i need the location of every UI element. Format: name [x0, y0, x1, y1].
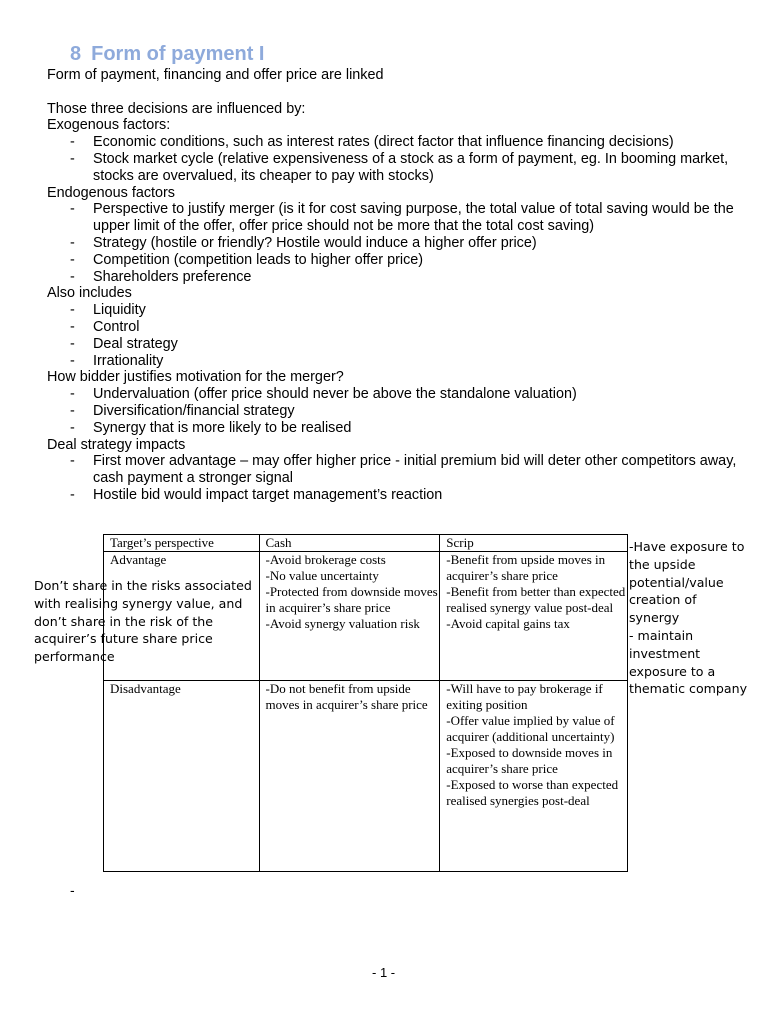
row-label: Advantage: [104, 552, 260, 681]
note-line: potential/value: [629, 574, 724, 590]
note-line: synergy: [629, 610, 680, 626]
note-line: with realising synergy value, and: [34, 595, 243, 611]
table-cell: [440, 552, 628, 681]
motivation-heading: How bidder justifies motivation for the merger?: [47, 369, 344, 386]
cell-line: -Exposed to downside moves in acquirer’s share price: [446, 745, 613, 776]
list-item: - Undervaluation (offer price should never be above the standalone valuation): [47, 386, 737, 403]
list-item: - Hostile bid would impact target management’s reaction: [47, 487, 737, 504]
cell-line: -Exposed to worse than expected realised synergies post-deal: [446, 777, 619, 808]
cell-line: -Benefit from better than expected realised synergy value post-deal: [446, 584, 626, 615]
note-line: Don’t share in the risks associated: [34, 578, 252, 593]
endogenous-heading: Endogenous factors: [47, 184, 176, 201]
cell-line: -Avoid synergy valuation risk: [265, 616, 420, 631]
cell-line: -Avoid brokerage costs: [265, 552, 386, 567]
section-title: Form of payment I: [91, 43, 265, 65]
list-item: - Stock market cycle (relative expensiveness of a stock as a form of payment, eg. In booming market, stocks are overvalued, its cheaper to pay with stocks): [47, 151, 737, 185]
list-item: - Shareholders preference: [47, 269, 737, 286]
section-heading: [70, 43, 264, 66]
cell-line: -Offer value implied by value of acquirer (additional uncertainty): [446, 713, 615, 744]
note-line: the upside: [629, 556, 696, 572]
list-item: - Liquidity: [47, 302, 737, 319]
list-item: - First mover advantage – may offer higher price - initial premium bid will deter other competitors away, cash payment a stronger signal: [47, 453, 737, 487]
left-margin-note: [34, 577, 252, 666]
note-line: - maintain: [629, 627, 694, 643]
list-item: - Perspective to justify merger (is it for cost saving purpose, the total value of total saving would be the upper limit of the offer, offer price should not be more that the total cost saving): [47, 201, 737, 235]
table-cell: [440, 681, 628, 872]
note-line: performance: [34, 649, 115, 665]
note-line: creation of: [629, 592, 697, 608]
deal-strategy-heading: Deal strategy impacts: [47, 436, 186, 453]
row-label: Disadvantage: [104, 681, 260, 872]
table-row: [104, 681, 628, 872]
header-cell: Cash: [259, 535, 440, 552]
cell-line: -Will have to pay brokerage if exiting position: [446, 681, 603, 712]
cell-line: -Do not benefit from upside moves in acquirer’s share price: [265, 681, 428, 712]
exogenous-heading: Exogenous factors:: [47, 117, 171, 134]
motivation-list: [47, 386, 737, 436]
note-line: thematic company: [629, 681, 748, 697]
header-cell: Scrip: [440, 535, 628, 552]
list-item: - Deal strategy: [47, 336, 737, 353]
note-line: exposure to a: [629, 663, 716, 679]
body-text: [47, 67, 737, 504]
influenced-line: Those three decisions are influenced by:: [47, 100, 306, 117]
stray-dash: -: [70, 882, 75, 898]
also-includes-list: [47, 302, 737, 369]
table-cell: [259, 681, 440, 872]
cell-line: -Protected from downside moves in acquirer’s share price: [265, 584, 438, 615]
list-item: - Irrationality: [47, 353, 737, 370]
cell-line: -Avoid capital gains tax: [446, 616, 570, 631]
section-number: 8: [70, 43, 82, 65]
list-item: - Control: [47, 319, 737, 336]
note-line: don’t share in the risk of the: [34, 613, 214, 629]
blank-line: [47, 84, 737, 101]
list-item: - Synergy that is more likely to be realised: [47, 420, 737, 437]
page-number: - 1 -: [372, 965, 396, 980]
endogenous-list: [47, 201, 737, 285]
note-line: -Have exposure to: [629, 539, 745, 554]
header-cell: Target’s perspective: [104, 535, 260, 552]
list-item: - Competition (competition leads to higher offer price): [47, 252, 737, 269]
note-line: investment: [629, 645, 701, 661]
note-line: acquirer’s future share price: [34, 631, 213, 647]
deal-strategy-list: [47, 453, 737, 503]
intro-line: Form of payment, financing and offer price are linked: [47, 67, 384, 83]
table-header-row: [104, 535, 628, 552]
right-margin-note: [629, 538, 747, 698]
table-cell: [259, 552, 440, 681]
exogenous-list: [47, 134, 737, 184]
list-item: - Diversification/financial strategy: [47, 403, 737, 420]
list-item: - Economic conditions, such as interest rates (direct factor that influence financing decisions): [47, 134, 737, 151]
cell-line: -Benefit from upside moves in acquirer’s share price: [446, 552, 606, 583]
list-item: - Strategy (hostile or friendly? Hostile would induce a higher offer price): [47, 235, 737, 252]
cell-line: -No value uncertainty: [265, 568, 379, 583]
also-includes-heading: Also includes: [47, 285, 132, 302]
